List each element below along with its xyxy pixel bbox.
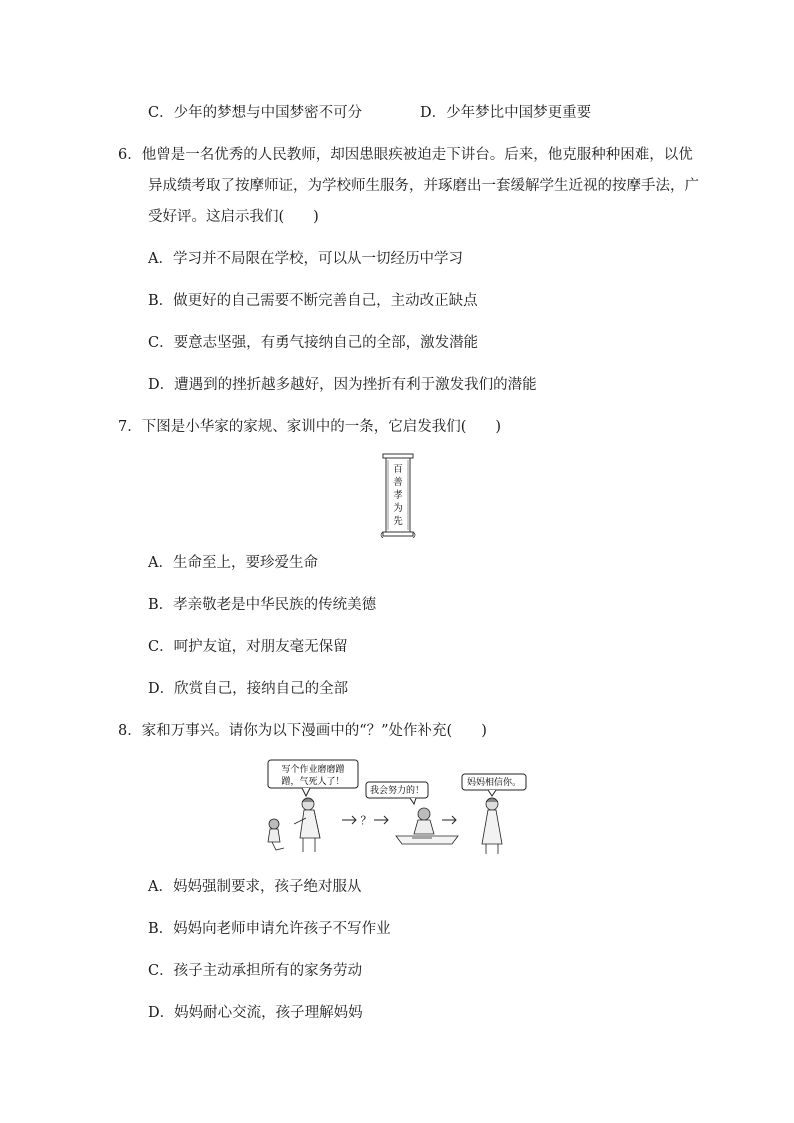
q6-option-a: A．学习并不局限在学校，可以从一切经历中学习: [148, 251, 463, 267]
q7-option-c: C．呵护友谊，对朋友毫无保留: [148, 639, 348, 655]
scroll-char-1: 百: [393, 464, 403, 475]
arrow-3-icon: [442, 816, 456, 824]
q8-option-b: B．妈妈向老师申请允许孩子不写作业: [148, 921, 391, 937]
q7-option-d: D．欣赏自己，接纳自己的全部: [148, 681, 349, 697]
mother-smiling-figure: [482, 798, 502, 854]
scroll-char-5: 先: [393, 516, 403, 527]
child-figure: [268, 819, 284, 850]
q6-option-d: D．遭遇到的挫折越多越好，因为挫折有利于激发我们的潜能: [148, 377, 537, 393]
arrow-2-icon: [374, 816, 388, 824]
q8-stem: 8．家和万事兴。请你为以下漫画中的“？”处作补充( ): [118, 723, 487, 739]
q8-option-d: D．妈妈耐心交流，孩子理解妈妈: [148, 1005, 363, 1021]
bubble3-text: 妈妈相信你。: [466, 778, 522, 788]
q5-option-d: D．少年梦比中国梦更重要: [420, 105, 592, 121]
scroll-drawing: [378, 452, 418, 538]
bubble1-line2: 蹭，气死人了！: [281, 777, 345, 787]
q6-option-b: B．做更好的自己需要不断完善自己，主动改正缺点: [148, 293, 478, 309]
q7-option-a: A．生命至上，要珍爱生命: [148, 555, 318, 571]
bubble2-text: 我会努力的！: [369, 786, 425, 796]
q6-option-c: C．要意志坚强，有勇气接纳自己的全部，激发潜能: [148, 335, 479, 351]
arrow-1-icon: [342, 816, 356, 824]
bubble1-line1: 写个作业磨磨蹭: [281, 765, 345, 775]
q8-option-c: C．孩子主动承担所有的家务劳动: [148, 963, 363, 979]
scroll-char-3: 孝: [393, 490, 403, 501]
scroll-char-2: 善: [393, 477, 403, 488]
scroll-char-4: 为: [393, 503, 403, 514]
q6-stem-line-2: 异成绩考取了按摩师证，为学校师生服务，并琢磨出一套缓解学生近视的按摩手法，广: [148, 178, 699, 194]
family-motto-scroll: [378, 452, 418, 538]
family-comic: [262, 758, 532, 856]
mother-figure: [294, 798, 320, 852]
comic-question-mark: ？: [360, 814, 372, 827]
q6-stem-line-1: 6．他曾是一名优秀的人民教师，却因患眼疾被迫走下讲台。后来，他克服种种困难，以优: [118, 147, 693, 163]
q7-stem: 7．下图是小华家的家规、家训中的一条，它启发我们( ): [118, 419, 502, 435]
q6-stem-line-3: 受好评。这启示我们( ): [148, 209, 319, 225]
comic-drawing: [262, 758, 532, 856]
q8-option-a: A．妈妈强制要求，孩子绝对服从: [148, 879, 362, 895]
child-studying-figure: [396, 808, 458, 844]
q7-option-b: B．孝亲敬老是中华民族的传统美德: [148, 597, 377, 613]
q5-option-c: C．少年的梦想与中国梦密不可分: [148, 105, 363, 121]
